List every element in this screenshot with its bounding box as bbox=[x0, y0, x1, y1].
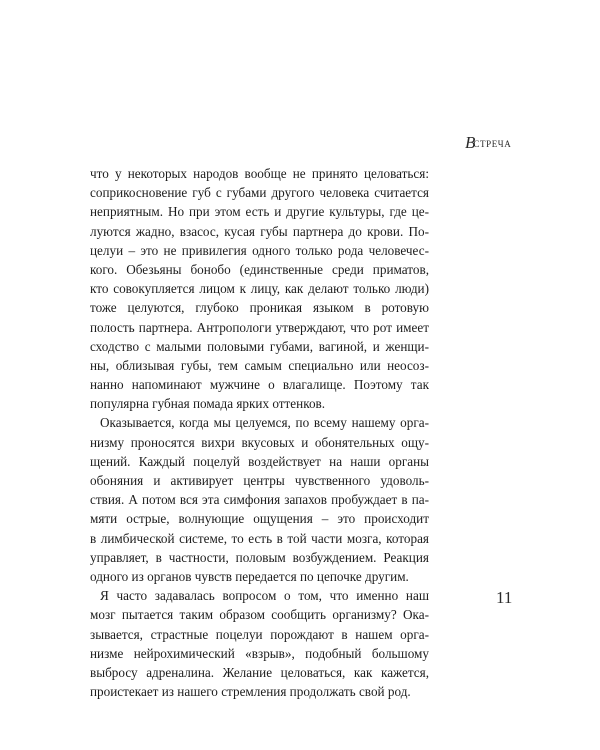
text-line: управляет, в частности, половым возбуждением. Реакция bbox=[90, 549, 429, 565]
text-line: низме нейрохимический «взрыв», подобный большому bbox=[90, 645, 429, 661]
page-number: 11 bbox=[496, 588, 513, 607]
paragraph bbox=[90, 413, 429, 586]
text-line: обоняния и активирует центры чувственного удоволь- bbox=[90, 473, 429, 488]
text-line: луются жадно, взасос, кусая губы партнера до крови. По- bbox=[90, 223, 429, 239]
text-line: что у некоторых народов вообще не принято целоваться: bbox=[90, 166, 429, 181]
text-line: Я часто задавалась вопросом о том, что именно наш bbox=[100, 588, 429, 604]
text-line: в лимбической системе, то есть в той части мозга, которая bbox=[90, 530, 429, 546]
text-line: зывается, страстные поцелуи порождают в нашем орга- bbox=[90, 626, 429, 642]
text-line: соприкосновение губ с губами другого человека считается bbox=[90, 185, 429, 201]
paragraph bbox=[90, 164, 429, 413]
text-line: мозг пытается таким образом сообщить организму? Ока- bbox=[90, 607, 429, 623]
text-line: тоже целуются, глубоко проникая языком в ротовую bbox=[90, 300, 429, 316]
text-line: щений. Каждый поцелуй воздействует на наши органы bbox=[90, 453, 429, 469]
running-header bbox=[465, 133, 545, 153]
text-line: сходство с малыми половыми губами, вагиной, и женщи- bbox=[90, 338, 429, 354]
text-line: целуи – это не привилегия одного только рода человечес- bbox=[90, 242, 429, 258]
paragraph bbox=[90, 586, 429, 701]
text-line: одного из органов чувств передается по цепочке другим. bbox=[90, 568, 409, 584]
text-line: ны, облизывая губы, тем самым специально или неосоз- bbox=[90, 357, 429, 373]
text-line: мяти острые, волнующие ощущения – это происходит bbox=[90, 511, 429, 527]
body-text bbox=[90, 164, 429, 701]
running-header-text: СТРЕЧА bbox=[473, 139, 512, 149]
text-line: Оказывается, когда мы целуемся, по всему нашему орга- bbox=[100, 415, 429, 431]
text-line: полость партнера. Антропологи утверждают, что рот имеет bbox=[90, 319, 429, 335]
text-line: кого. Обезьяны бонобо (единственные среди приматов, bbox=[90, 261, 429, 277]
text-line: кто совокупляется лицом к лицу, как делают только люди) bbox=[90, 281, 429, 297]
text-line: неприятным. Но при этом есть и другие культуры, где це- bbox=[90, 204, 429, 220]
text-line: проистекает из нашего стремления продолжать свой род. bbox=[90, 684, 411, 700]
text-line: низму проносятся вихри вкусовых и обонятельных ощу- bbox=[90, 434, 429, 450]
running-header-initial: В bbox=[465, 133, 476, 152]
text-line: популярна губная помада ярких оттенков. bbox=[90, 396, 326, 412]
text-line: нанно напоминают мужчине о влагалище. Поэтому так bbox=[90, 377, 429, 393]
text-line: выбросу адреналина. Желание целоваться, как кажется, bbox=[90, 664, 429, 680]
text-line: ствия. А потом вся эта симфония запахов пробуждает в па- bbox=[90, 492, 429, 508]
